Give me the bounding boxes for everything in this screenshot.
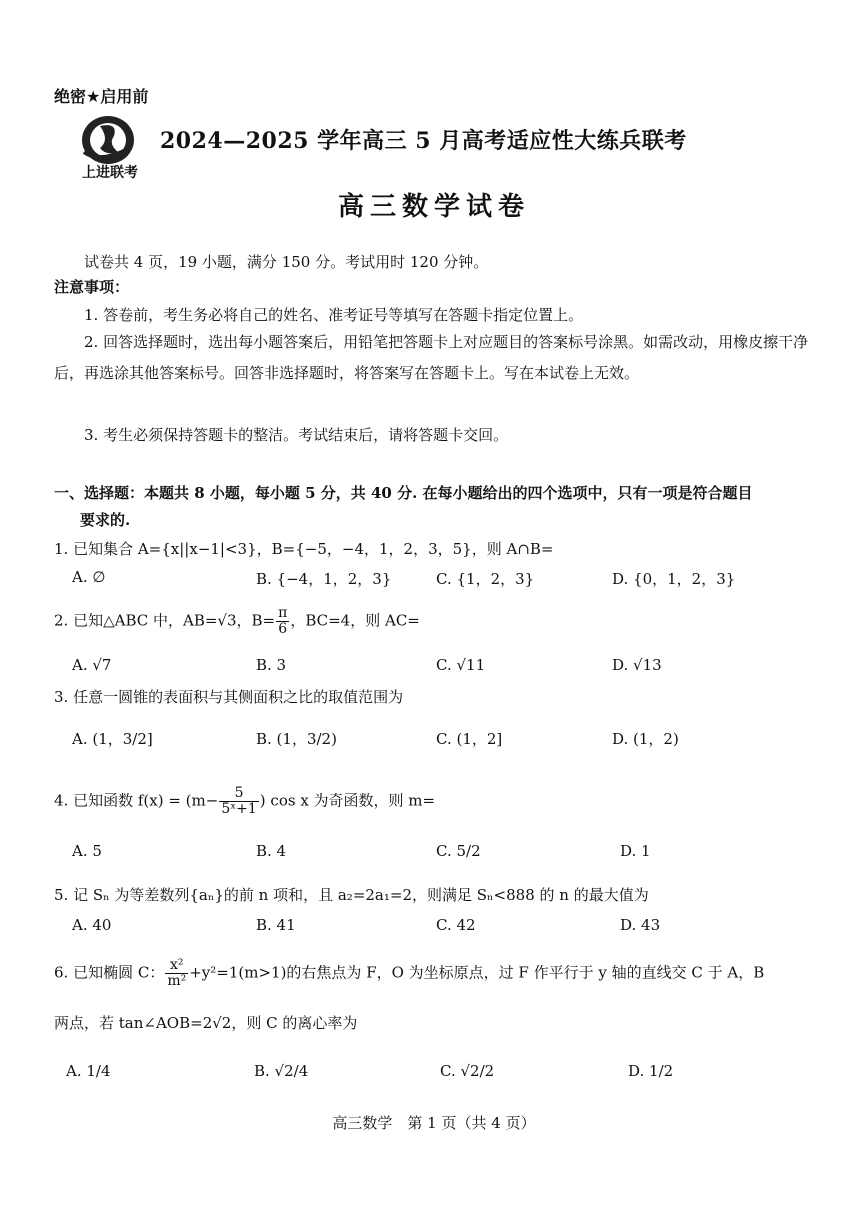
confidential-label: 绝密★启用前: [54, 87, 149, 106]
notice-item-1: 1. 答卷前，考生务必将自己的姓名、准考证号等填写在答题卡指定位置上。: [84, 306, 584, 324]
q4-option-c: C. 5/2: [436, 842, 481, 860]
q6-option-b: B. √2/4: [254, 1062, 309, 1080]
q6-option-a: A. 1/4: [66, 1062, 111, 1080]
q2-frac-num: π: [278, 605, 288, 621]
q3-option-d: D. (1，2): [612, 730, 679, 748]
question-2-stem: [54, 606, 420, 637]
q2-frac-den: 6: [278, 621, 288, 637]
question-6-stem: [54, 958, 764, 989]
q1-option-b: B. {−4，1，2，3}: [256, 570, 392, 588]
question-6-stem-line2: 两点，若 tan∠AOB=2√2，则 C 的离心率为: [54, 1014, 358, 1032]
q2-option-a: A. √7: [72, 656, 112, 674]
q3-option-a: A. (1，3/2]: [72, 730, 153, 748]
question-5-stem: 5. 记 Sₙ 为等差数列{aₙ}的前 n 项和，且 a₂=2a₁=2，则满足 Sₙ<888 的 n 的最大值为: [54, 886, 649, 904]
section-heading-line2: 要求的.: [80, 511, 131, 529]
exam-logo: [70, 112, 150, 182]
paper-title: 高三数学试卷: [337, 192, 530, 222]
q4-frac-num: 5: [219, 786, 258, 802]
question-3-stem: 3. 任意一圆锥的表面积与其侧面积之比的取值范围为: [54, 688, 404, 706]
q2-stem-pre: 2. 已知△ABC 中，AB=√3，B=: [54, 611, 276, 630]
question-1-stem: 1. 已知集合 A={x||x−1|<3}，B={−5，−4，1，2，3，5}，则 A∩B=: [54, 540, 554, 558]
notice-heading: 注意事项：: [54, 278, 130, 296]
q6-frac-num: x²: [165, 958, 188, 974]
q1-option-c: C. {1，2，3}: [436, 570, 535, 588]
q1-option-a: A. ∅: [72, 568, 106, 586]
q4-option-b: B. 4: [256, 842, 287, 860]
question-4-stem: [54, 786, 435, 817]
exam-intro: 试卷共 4 页，19 小题，满分 150 分。考试用时 120 分钟。: [84, 253, 489, 271]
q6-frac-den: m²: [167, 973, 187, 989]
q6-stem-pre: 6. 已知椭圆 C：: [54, 963, 165, 982]
q2-option-b: B. 3: [256, 656, 287, 674]
notice-item-3: 3. 考生必须保持答题卡的整洁。考试结束后，请将答题卡交回。: [84, 426, 509, 444]
q6-option-c: C. √2/2: [440, 1062, 495, 1080]
section-heading-line1: 一、选择题：本题共 8 小题，每小题 5 分，共 40 分. 在每小题给出的四个选项中，只有一项是符合题目: [54, 484, 753, 502]
logo-text: 上进联考: [82, 165, 138, 181]
q6-option-d: D. 1/2: [628, 1062, 674, 1080]
q5-option-a: A. 40: [72, 916, 112, 934]
q4-fraction: [219, 786, 258, 817]
q4-option-a: A. 5: [72, 842, 102, 860]
q4-option-d: D. 1: [620, 842, 651, 860]
q2-fraction: [276, 606, 289, 637]
q5-option-b: B. 41: [256, 916, 296, 934]
q3-option-c: C. (1，2]: [436, 730, 503, 748]
q3-option-b: B. (1，3/2): [256, 730, 337, 748]
q2-stem-post: ，BC=4，则 AC=: [290, 611, 420, 630]
page-footer: 高三数学 第 1 页（共 4 页）: [332, 1114, 536, 1132]
q4-frac-den: 5ˣ+1: [221, 801, 257, 817]
notice-item-2: 2. 回答选择题时，选出每小题答案后，用铅笔把答题卡上对应题目的答案标号涂黑。如需改动，用橡皮擦干净后，再选涂其他答案标号。回答非选择题时，将答案写在答题卡上。写在本试卷上无效。: [54, 333, 809, 382]
q4-stem-post: ) cos x 为奇函数，则 m=: [259, 791, 436, 810]
q4-stem-pre: 4. 已知函数 f(x) = (m−: [54, 791, 219, 810]
q6-stem-post: +y²=1(m>1)的右焦点为 F，O 为坐标原点，过 F 作平行于 y 轴的直线交 C 于 A，B: [189, 963, 765, 982]
q5-option-d: D. 43: [620, 916, 661, 934]
q6-fraction: [165, 958, 188, 989]
q2-option-c: C. √11: [436, 656, 486, 674]
q1-option-d: D. {0，1，2，3}: [612, 570, 736, 588]
exam-title: 2024—2025 学年高三 5 月高考适应性大练兵联考: [160, 128, 687, 154]
q5-option-c: C. 42: [436, 916, 476, 934]
q2-option-d: D. √13: [612, 656, 662, 674]
